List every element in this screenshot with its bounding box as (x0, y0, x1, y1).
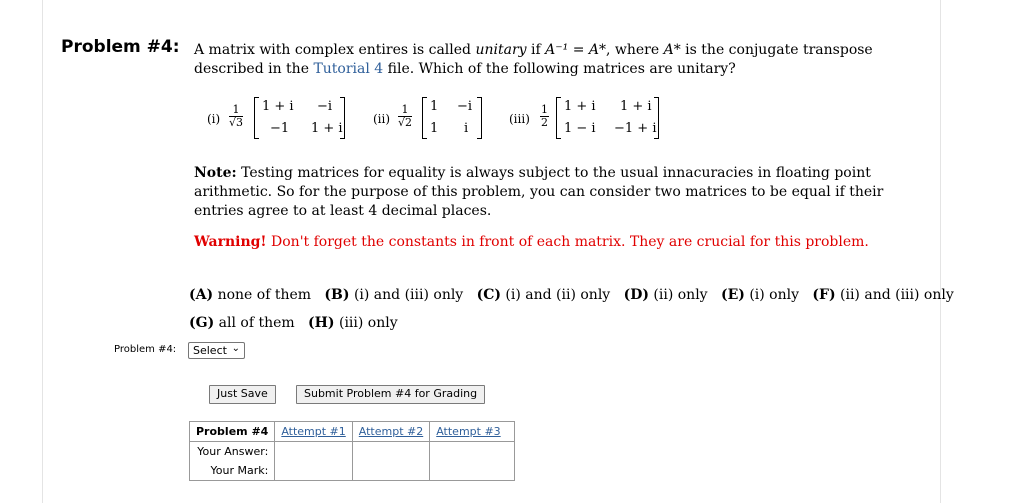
matrix-cell: 1 (430, 99, 439, 114)
intro-text-5: file. Which of the following matrices are unitary? (383, 61, 736, 77)
attempt-2-link[interactable]: Attempt #2 (358, 425, 424, 438)
choices-row-1 (189, 281, 954, 309)
matrix-label: (iii) (509, 112, 530, 126)
attempts-header: Problem #4 (190, 422, 275, 442)
just-save-button[interactable]: Just Save (209, 385, 276, 404)
choice-d: (D) (ii) only (623, 287, 708, 303)
matrix-cell: 1 + i (311, 121, 343, 136)
intro-formula: A⁻¹ = A* (545, 42, 606, 58)
choice-a: (A) none of them (189, 287, 312, 303)
warning-label: Warning! (194, 234, 267, 250)
note-label: Note: (194, 165, 237, 181)
your-answer-label: Your Answer: (190, 442, 275, 462)
chevron-down-icon: ⌄ (231, 343, 240, 354)
matrix-constant: $\frac{1}{2}$ (541, 103, 548, 129)
choice-b: (B) (i) and (iii) only (324, 287, 464, 303)
choice-e: (E) (i) only (720, 287, 800, 303)
matrix-cell: 1 + i (564, 99, 596, 114)
answer-select-value: Select (193, 344, 227, 357)
matrix-cell: 1 − i (564, 121, 596, 136)
matrix-label: (i) (207, 112, 221, 126)
intro-unitary: unitary (475, 42, 527, 58)
choice-h: (H) (iii) only (308, 315, 398, 331)
matrix-cell: 1 + i (620, 99, 652, 114)
intro-text-4: is the conjugate transpose described in the (194, 42, 873, 77)
left-bracket (422, 97, 427, 139)
problem-intro (194, 41, 934, 79)
matrix-cell: −i (317, 99, 333, 114)
matrix-constant: $\frac{1}{√3}$ (229, 103, 244, 129)
right-bracket (654, 97, 659, 139)
attempt-1-link[interactable]: Attempt #1 (281, 425, 346, 438)
matrix-constant: $\frac{1}{√2}$ (398, 103, 413, 129)
intro-astar: A* (663, 42, 681, 58)
choice-c: (C) (i) and (ii) only (476, 287, 611, 303)
problem-title: Problem #4: (61, 37, 180, 57)
answer-cell-2 (352, 442, 429, 462)
mark-cell-3 (430, 461, 515, 481)
matrix-cell: −i (457, 99, 473, 114)
intro-text-2: if (526, 42, 546, 58)
choice-g: (G) all of them (189, 315, 295, 331)
submit-button[interactable]: Submit Problem #4 for Grading (296, 385, 485, 404)
left-bracket (254, 97, 259, 139)
answer-choices (189, 281, 954, 337)
answer-cell-1 (275, 442, 352, 462)
matrix-cell: i (464, 121, 469, 136)
answer-label: Problem #4: (114, 344, 177, 355)
right-bracket (477, 97, 482, 139)
your-mark-label: Your Mark: (190, 461, 275, 481)
choices-row-2 (189, 309, 954, 337)
attempt-3-link[interactable]: Attempt #3 (436, 425, 501, 438)
answer-cell-3 (430, 442, 515, 462)
note-text: Testing matrices for equality is always subject to the usual innacuracies in floating point arithmetic. So for the purpose of this problem, you can consider two matrices to be equal if their entries agree to at least 4 decimal places. (194, 165, 884, 219)
matrix-cell: 1 + i (262, 99, 294, 114)
note-paragraph (194, 164, 934, 221)
matrix-cell: −1 (270, 121, 290, 136)
warning-text: Don't forget the constants in front of each matrix. They are crucial for this problem. (266, 234, 869, 250)
matrix-cell: −1 + i (614, 121, 657, 136)
right-bracket (340, 97, 345, 139)
attempts-table (189, 421, 515, 481)
intro-text-1: A matrix with complex entires is called (194, 42, 476, 58)
matrix-cell: 1 (430, 121, 439, 136)
left-bracket (556, 97, 561, 139)
matrix-label: (ii) (373, 112, 391, 126)
mark-cell-1 (275, 461, 352, 481)
tutorial-link[interactable]: Tutorial 4 (313, 61, 384, 77)
intro-text-3: , where (605, 42, 664, 58)
mark-cell-2 (352, 461, 429, 481)
choice-f: (F) (ii) and (iii) only (812, 287, 954, 303)
answer-select[interactable] (188, 342, 245, 359)
warning-paragraph (194, 234, 869, 250)
